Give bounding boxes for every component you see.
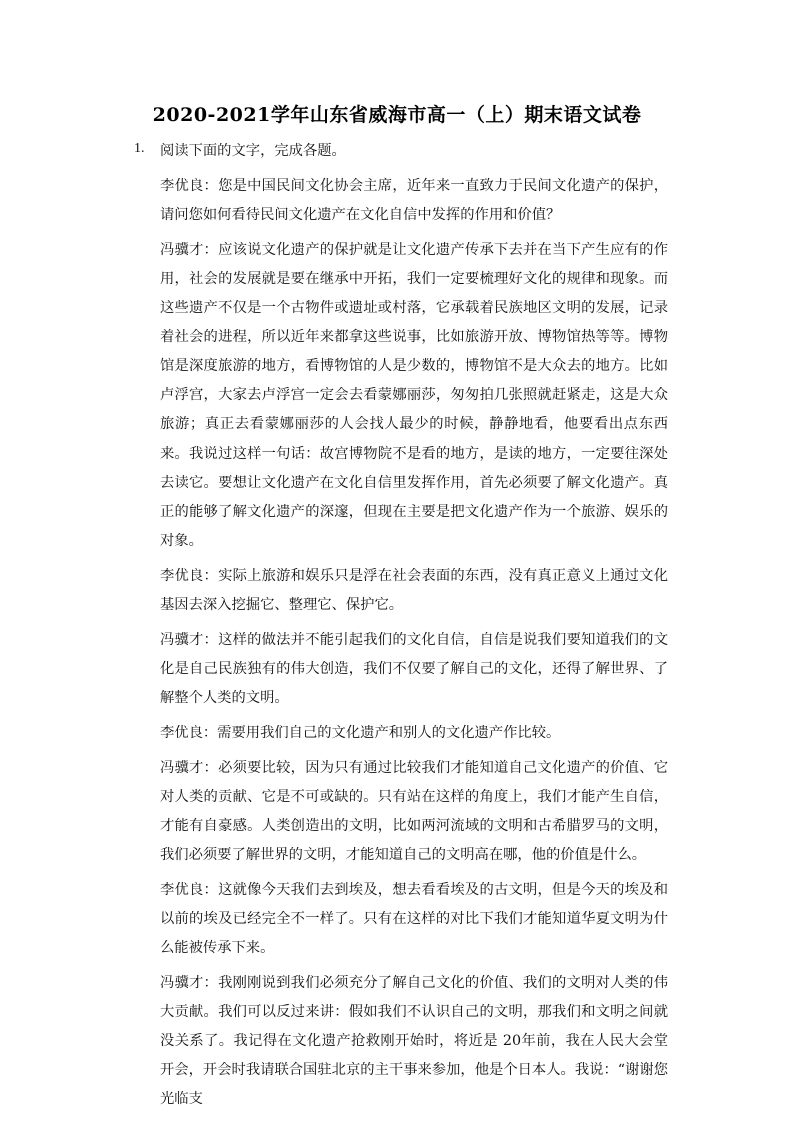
- question-instruction: 阅读下面的文字，完成各题。: [160, 143, 346, 159]
- exam-title: 2020-2021学年山东省威海市高一（上）期末语文试卷: [152, 104, 642, 126]
- dialogue-paragraph: 冯骥才：应该说文化遗产的保护就是让文化遗产传承下去并在当下产生应有的作用，社会的发展就是要在继承中开拓，我们一定要梳理好文化的规律和现象。而这些遗产不仅是一个古物件或遗址或村落，它承载着民族地区文明的发展，记录着社会的进程，所以近年来都拿这些说事，比如旅游开放、博物馆热等等。博物馆是深度旅游的地方，看博物馆的人是少数的，博物馆不是大众去的地方。比如卢浮宫，大家去卢浮宫一定会去看蒙娜丽莎，匆匆拍几张照就赶紧走，这是大众旅游；真正去看蒙娜丽莎的人会找人最少的时候，静静地看，他要看出点东西来。我说过这样一句话：故宫博物院不是看的地方，是读的地方，一定要往深处去读它。要想让文化遗产在文化自信里发挥作用，首先必须要了解文化遗产。真正的能够了解文化遗产的深邃，但现在主要是把文化遗产作为一个旅游、娱乐的对象。: [160, 241, 668, 549]
- dialogue-paragraph: 李优良：这就像今天我们去到埃及，想去看看埃及的古文明，但是今天的埃及和以前的埃及已经完全不一样了。只有在这样的对比下我们才能知道华夏文明为什么能被传承下来。: [160, 881, 668, 957]
- dialogue-paragraph: 李优良：您是中国民间文化协会主席，近年来一直致力于民间文化遗产的保护，请问您如何看待民间文化遗产在文化自信中发挥的作用和价值？: [160, 177, 668, 223]
- question-body: [160, 137, 668, 1120]
- dialogue-paragraph: 李优良：需要用我们自己的文化遗产和别人的文化遗产作比较。: [160, 724, 561, 741]
- dialogue-paragraph: 李优良：实际上旅游和娱乐只是浮在社会表面的东西，没有真正意义上通过文化基因去深入挖掘它、整理它、保护它。: [160, 567, 668, 613]
- dialogue-paragraph: 冯骥才：这样的做法并不能引起我们的文化自信，自信是说我们要知道我们的文化是自己民族独有的伟大创造，我们不仅要了解自己的文化，还得了解世界、了解整个人类的文明。: [160, 631, 668, 706]
- dialogue-paragraph: 冯骥才：我刚刚说到我们必须充分了解自己文化的价值、我们的文明对人类的伟大贡献。我们可以反过来讲：假如我们不认识自己的文明，那我们和文明之间就没关系了。我记得在文化遗产抢救刚开始时，将近是 20年前，我在人民大会堂开会，开会时我请联合国驻北京的主干事来参加，他是个日本人。我说：“谢谢您光临支: [160, 974, 668, 1108]
- question-number: 1.: [134, 141, 145, 156]
- dialogue-paragraph: 冯骥才：必须要比较，因为只有通过比较我们才能知道自己文化遗产的价值、它对人类的贡献、它是不可或缺的。只有站在这样的角度上，我们才能产生自信，才能有自豪感。人类创造出的文明，比如两河流域的文明和古希腊罗马的文明，我们必须要了解世界的文明，才能知道自己的文明高在哪，他的价值是什么。: [160, 759, 668, 863]
